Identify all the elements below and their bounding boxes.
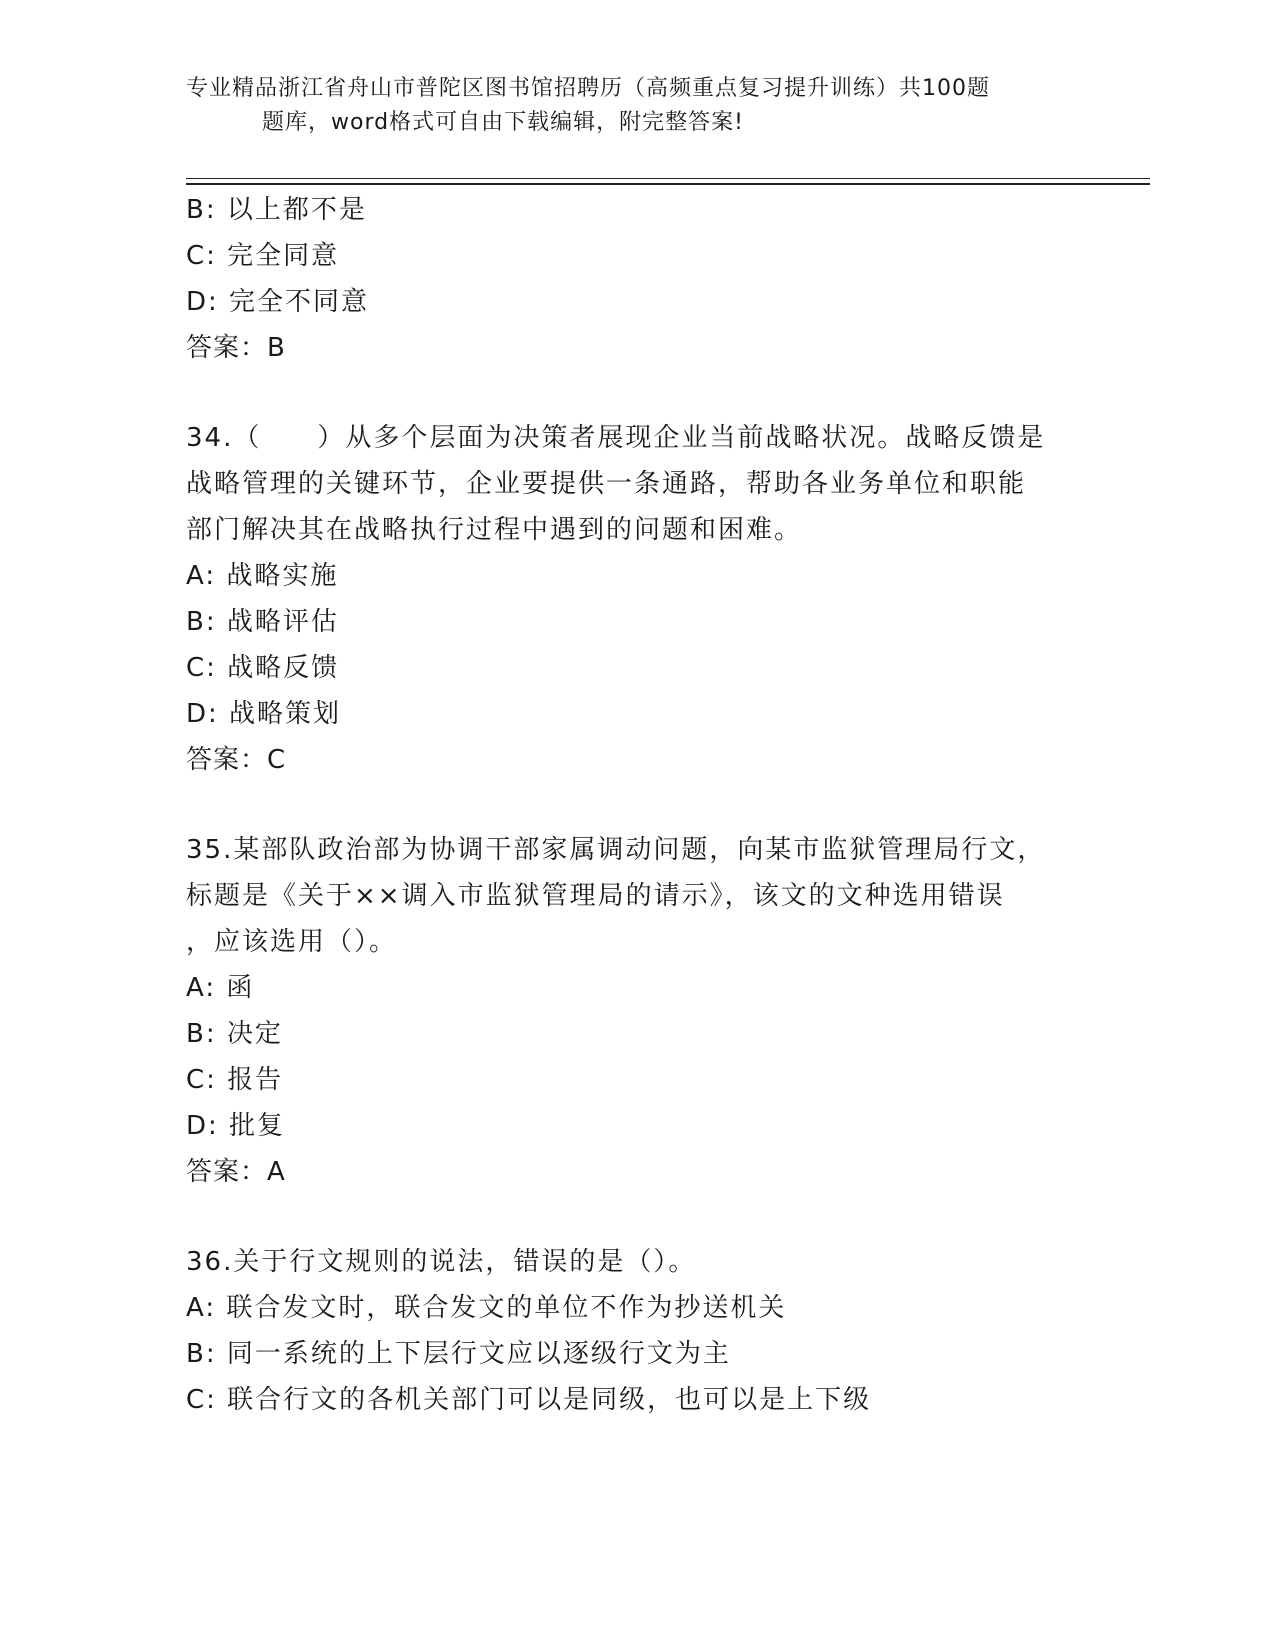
question-text-line: ，应该选用（）。 bbox=[186, 927, 398, 957]
question-text-line: 35.某部队政治部为协调干部家属调动问题，向某市监狱管理局行文， bbox=[186, 835, 1046, 865]
option-a: A: 函 bbox=[186, 973, 255, 1003]
question-34 bbox=[186, 415, 1086, 783]
option-b: B: 以上都不是 bbox=[186, 195, 367, 225]
option-a: A: 战略实施 bbox=[186, 561, 339, 591]
question-text-line: 战略管理的关键环节，企业要提供一条通路，帮助各业务单位和职能 bbox=[186, 469, 1027, 499]
header-rule-thin bbox=[186, 178, 1150, 179]
question-36 bbox=[186, 1239, 1086, 1423]
question-content bbox=[186, 187, 1086, 1423]
question-text-line: 36.关于行文规则的说法，错误的是（）。 bbox=[186, 1247, 697, 1277]
header-title-line1: 专业精品浙江省舟山市普陀区图书馆招聘历（高频重点复习提升训练）共100题 bbox=[186, 76, 990, 101]
option-c: C: 完全同意 bbox=[186, 241, 340, 271]
option-c: C: 战略反馈 bbox=[186, 653, 340, 683]
header-rule-thick bbox=[186, 183, 1150, 185]
header-title-line2: 题库，word格式可自由下载编辑，附完整答案! bbox=[262, 110, 744, 135]
question-text-line: 34.（ ）从多个层面为决策者展现企业当前战略状况。战略反馈是 bbox=[186, 423, 1046, 453]
question-35 bbox=[186, 827, 1086, 1195]
question-text-line: 标题是《关于××调入市监狱管理局的请示》，该文的文种选用错误 bbox=[186, 881, 1005, 911]
option-d: D: 完全不同意 bbox=[186, 287, 370, 317]
option-c: C: 报告 bbox=[186, 1065, 284, 1095]
question-text-line: 部门解决其在战略执行过程中遇到的问题和困难。 bbox=[186, 515, 803, 545]
page-header bbox=[186, 72, 1066, 140]
option-b: B: 同一系统的上下层行文应以逐级行文为主 bbox=[186, 1339, 731, 1369]
answer-line: 答案：C bbox=[186, 745, 287, 775]
option-c: C: 联合行文的各机关部门可以是同级，也可以是上下级 bbox=[186, 1385, 872, 1415]
option-d: D: 战略策划 bbox=[186, 699, 342, 729]
answer-line: 答案：A bbox=[186, 1157, 286, 1187]
prev-question-options bbox=[186, 187, 1086, 325]
answer-line: 答案：B bbox=[186, 333, 286, 363]
option-a: A: 联合发文时，联合发文的单位不作为抄送机关 bbox=[186, 1293, 787, 1323]
option-b: B: 决定 bbox=[186, 1019, 283, 1049]
option-d: D: 批复 bbox=[186, 1111, 286, 1141]
option-b: B: 战略评估 bbox=[186, 607, 339, 637]
